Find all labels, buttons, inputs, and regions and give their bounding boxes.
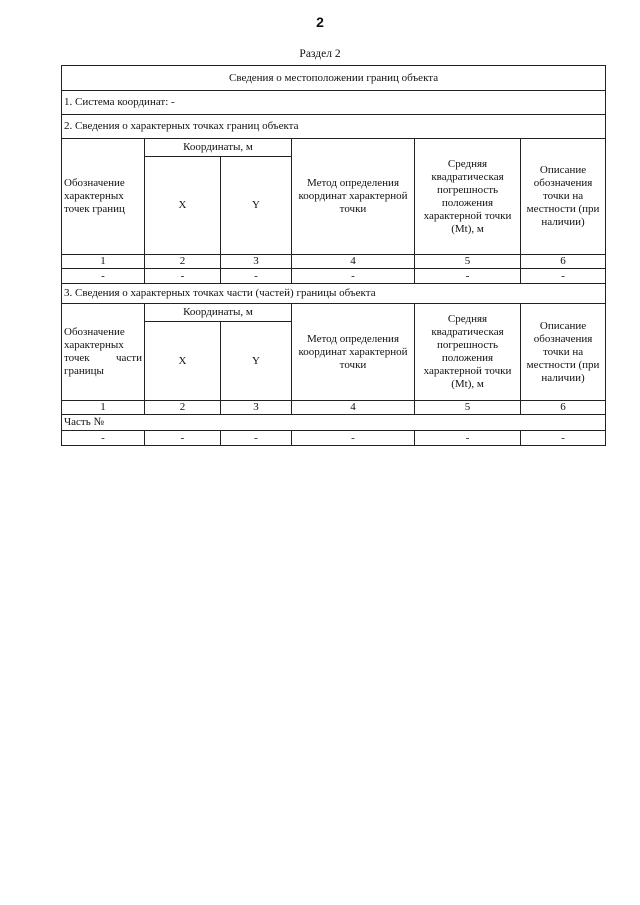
table-cell: - [145, 431, 221, 446]
column-numbers-row-a [62, 255, 606, 269]
header-coordinates-a: Координаты, м [145, 139, 292, 157]
part-label: Часть № [62, 415, 606, 431]
table-cell: - [415, 431, 521, 446]
header-row-a1 [62, 139, 606, 157]
header-y-a: Y [221, 157, 292, 255]
boundaries-table [61, 65, 606, 446]
table-cell: - [415, 269, 521, 284]
header-accuracy-a: Средняя квадратическая погрешность положения характерной точки (Mt), м [415, 139, 521, 255]
page-number: 2 [316, 14, 324, 30]
header-coordinates-b: Координаты, м [145, 304, 292, 322]
table-cell: - [62, 269, 145, 284]
table-cell: - [221, 269, 292, 284]
coord-system: 1. Система координат: - [62, 91, 606, 115]
part-row [62, 415, 606, 431]
header-description-a: Описание обозначения точки на местности (при наличии) [521, 139, 606, 255]
column-number: 6 [521, 401, 606, 415]
header-method-b: Метод определения координат характерной точки [292, 304, 415, 401]
column-number: 5 [415, 401, 521, 415]
table-cell: - [292, 431, 415, 446]
header-x-a: X [145, 157, 221, 255]
subsection2-row [62, 115, 606, 139]
table-cell: - [62, 431, 145, 446]
table-cell: - [521, 269, 606, 284]
header-description-b: Описание обозначения точки на местности (при наличии) [521, 304, 606, 401]
table-cell: - [292, 269, 415, 284]
table-row [62, 269, 606, 284]
column-number: 1 [62, 401, 145, 415]
table-cell: - [145, 269, 221, 284]
column-number: 4 [292, 401, 415, 415]
column-number: 3 [221, 401, 292, 415]
column-numbers-row-b [62, 401, 606, 415]
column-number: 1 [62, 255, 145, 269]
header-designation-b: Обозначение характерных точек части границы [62, 304, 145, 401]
header-row-b1 [62, 304, 606, 322]
header-designation-a: Обозначение характерных точек границ [62, 139, 145, 255]
column-number: 6 [521, 255, 606, 269]
coord-system-row [62, 91, 606, 115]
column-number: 2 [145, 255, 221, 269]
table-cell: - [521, 431, 606, 446]
table-title-row [62, 66, 606, 91]
column-number: 5 [415, 255, 521, 269]
column-number: 4 [292, 255, 415, 269]
subsection3-title: 3. Сведения о характерных точках части (частей) границы объекта [62, 284, 606, 304]
subsection3-row [62, 284, 606, 304]
header-method-a: Метод определения координат характерной точки [292, 139, 415, 255]
column-number: 3 [221, 255, 292, 269]
subsection2-title: 2. Сведения о характерных точках границ объекта [62, 115, 606, 139]
section-title: Раздел 2 [299, 48, 341, 60]
table-cell: - [221, 431, 292, 446]
header-x-b: X [145, 322, 221, 401]
header-y-b: Y [221, 322, 292, 401]
table-row [62, 431, 606, 446]
header-accuracy-b: Средняя квадратическая погрешность положения характерной точки (Mt), м [415, 304, 521, 401]
table-title: Сведения о местоположении границ объекта [62, 66, 606, 91]
column-number: 2 [145, 401, 221, 415]
